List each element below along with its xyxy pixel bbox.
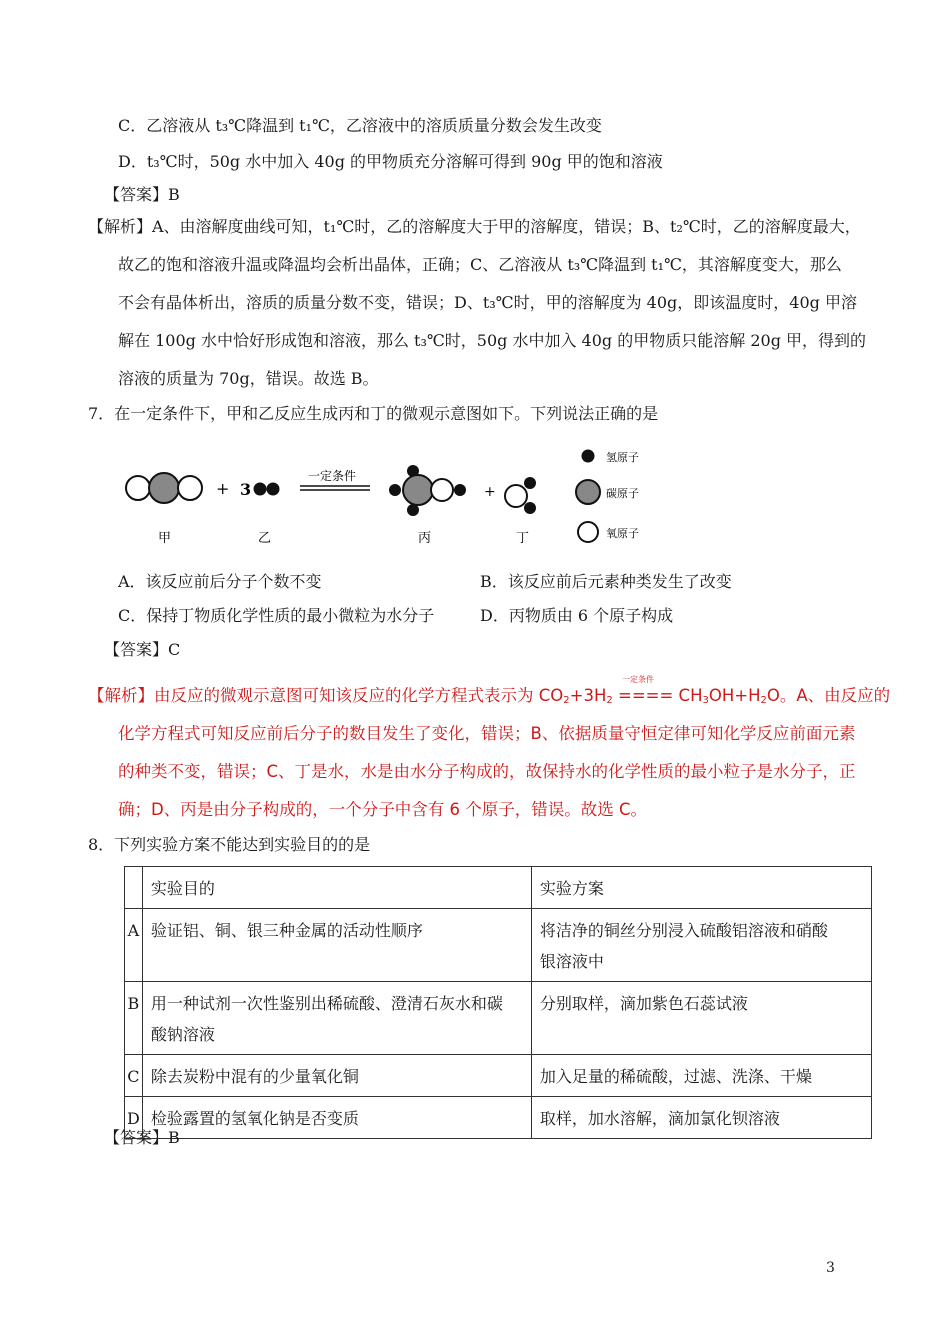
hydrogen-atom [524, 477, 536, 489]
q6-analysis-line: 解在 100g 水中恰好形成饱和溶液，那么 t₃℃时，50g 水中加入 40g 的甲物质只能溶解 20g 甲，得到的 [118, 331, 867, 350]
row-plan: 分别取样，滴加紫色石蕊试液 [531, 982, 871, 1055]
table-header-cell: 实验方案 [531, 867, 871, 909]
q6-answer: 【答案】B [104, 185, 180, 204]
q6-analysis-line: 故乙的饱和溶液升温或降温均会析出晶体，正确；C、乙溶液从 t₃℃降温到 t₁℃，其溶解度变大，那么 [118, 255, 842, 274]
q7-analysis-line: 确；D、丙是由分子构成的，一个分子中含有 6 个原子，错误。故选 C。 [118, 800, 647, 819]
equation-condition: 一定条件 [622, 675, 654, 684]
row-purpose: 用一种试剂一次性鉴别出稀硫酸、澄清石灰水和碳酸钠溶液 [142, 982, 531, 1055]
table-row [125, 1055, 872, 1097]
coefficient: 3 [240, 480, 252, 499]
q6-option-d: D．t₃℃时，50g 水中加入 40g 的甲物质充分溶解可得到 90g 甲的饱和溶液 [118, 152, 663, 171]
row-plan: 加入足量的稀硫酸，过滤、洗涤、干燥 [531, 1055, 871, 1097]
molecule-jia [126, 473, 202, 503]
hydrogen-legend-icon [582, 450, 595, 463]
row-plan: 将洁净的铜丝分别浸入硫酸铝溶液和硝酸银溶液中 [531, 909, 871, 982]
carbon-atom [403, 475, 433, 505]
q7-answer: 【答案】C [104, 640, 181, 659]
q6-analysis-line: 溶液的质量为 70g，错误。故选 B。 [118, 369, 379, 388]
legend-label: 氧原子 [606, 527, 639, 540]
label-ding: 丁 [516, 531, 530, 546]
row-key: A [125, 909, 143, 982]
q7-stem: 7．在一定条件下，甲和乙反应生成丙和丁的微观示意图如下。下列说法正确的是 [88, 404, 659, 423]
oxygen-atom [505, 485, 527, 507]
q6-analysis-line: 【解析】A、由溶解度曲线可知，t₁℃时，乙的溶解度大于甲的溶解度，错误；B、t₂℃时，乙的溶解度最大， [88, 217, 861, 236]
oxygen-atom [126, 476, 150, 500]
hydrogen-atom [267, 483, 280, 496]
q7-analysis-line: 【解析】由反应的微观示意图可知该反应的化学方程式表示为 $CO_2+3H_2$ 一定条件 ==== $CH_3OH+H_2O$。A、由反应的 [88, 675, 891, 706]
q6-option-c: C．乙溶液从 t₃℃降温到 t₁℃，乙溶液中的溶质质量分数会发生改变 [118, 116, 602, 135]
row-key: D [125, 1097, 143, 1139]
hydrogen-atom [454, 484, 466, 496]
row-key: C [125, 1055, 143, 1097]
q7-option-b: B．该反应前后元素种类发生了改变 [480, 572, 732, 591]
oxygen-atom [431, 479, 453, 501]
equation-arrow: ==== [618, 686, 674, 705]
plus-sign: + [484, 484, 496, 500]
q7-option-a: A．该反应前后分子个数不变 [118, 572, 322, 591]
q8-answer: 【答案】B [104, 1128, 180, 1147]
legend [576, 450, 639, 543]
table-row [125, 982, 872, 1055]
reaction-micro-diagram [118, 444, 678, 556]
legend-label: 碳原子 [606, 487, 639, 500]
label-jia: 甲 [158, 531, 172, 546]
hydrogen-atom [254, 483, 267, 496]
q7-analysis-line: 的种类不变，错误；C、丁是水，水是由水分子构成的，故保持水的化学性质的最小粒子是水分子，正 [118, 762, 856, 781]
q7-option-d: D．丙物质由 6 个原子构成 [480, 606, 674, 625]
q7-option-c: C．保持丁物质化学性质的最小微粒为水分子 [118, 606, 435, 625]
molecule-bing [389, 465, 466, 516]
molecule-ding [505, 477, 536, 514]
molecule-yi [254, 483, 280, 496]
carbon-atom [149, 473, 179, 503]
legend-label: 氢原子 [606, 451, 639, 464]
hydrogen-atom [389, 484, 401, 496]
table-header-cell: 实验目的 [142, 867, 531, 909]
page-number: 3 [826, 1260, 835, 1276]
table-header-cell [125, 867, 143, 909]
carbon-legend-icon [576, 480, 600, 504]
table-row [125, 1097, 872, 1139]
table-header-row [125, 867, 872, 909]
q8-stem: 8．下列实验方案不能达到实验目的的是 [88, 835, 371, 854]
row-plan: 取样，加水溶解，滴加氯化钡溶液 [531, 1097, 871, 1139]
table-row [125, 909, 872, 982]
oxygen-atom [178, 476, 202, 500]
label-bing: 丙 [418, 531, 432, 546]
hydrogen-atom [524, 502, 536, 514]
plus-sign: + [216, 479, 230, 498]
row-purpose: 验证铝、铜、银三种金属的活动性顺序 [142, 909, 531, 982]
q7-analysis-line: 化学方程式可知反应前后分子的数目发生了变化，错误；B、依据质量守恒定律可知化学反应前面元素 [118, 724, 856, 743]
q6-analysis-line: 不会有晶体析出，溶质的质量分数不变，错误；D、t₃℃时，甲的溶解度为 40g，即该温度时，40g 甲溶 [118, 293, 857, 312]
row-key: B [125, 982, 143, 1055]
experiment-table [124, 866, 872, 1139]
row-purpose: 检验露置的氢氧化钠是否变质 [142, 1097, 531, 1139]
row-purpose: 除去炭粉中混有的少量氧化铜 [142, 1055, 531, 1097]
reaction-condition: 一定条件 [308, 469, 357, 483]
oxygen-legend-icon [578, 522, 598, 542]
label-yi: 乙 [258, 531, 272, 546]
